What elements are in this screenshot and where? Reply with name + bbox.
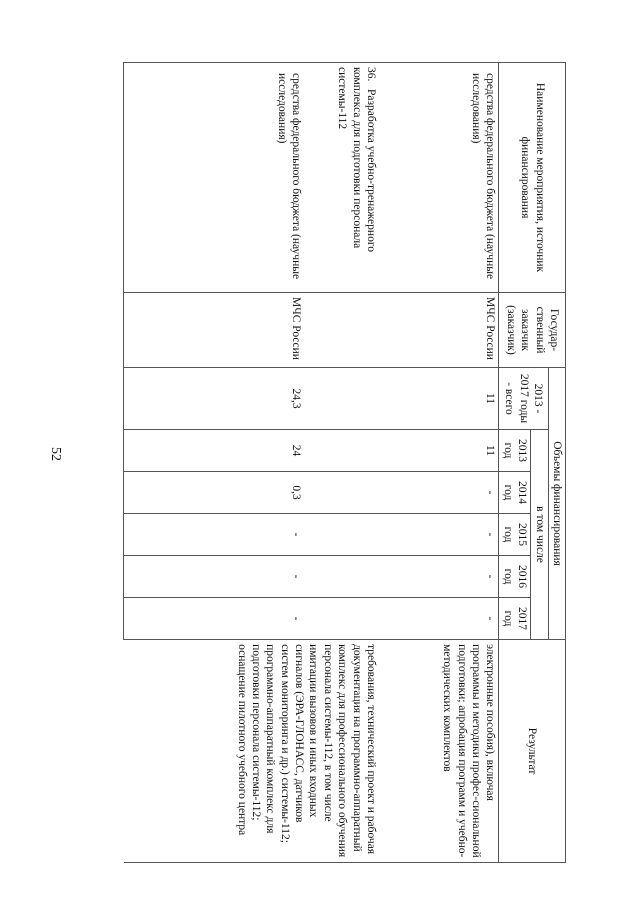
row-2015: - [379, 514, 499, 556]
row-result: требования, технический проект и рабочая документация на программно-аппаратный комплекс для профессионального обучения персонала системы-112, в том числе имитации вызовов и иных входных сигналов (ЭРА-ГЛОНАСС, датчиков систем мониторинга и др.) системы-112; программно-аппаратный комплекс для подготовки персонала системы-112; оснащение пилотного учебного центра [124, 640, 379, 863]
row-total: 24,3 [124, 368, 304, 430]
row-2013: 24 [124, 430, 304, 472]
row-2013 [304, 430, 379, 472]
header-total: 2013 - 2017 годы - всего [499, 368, 548, 430]
row-2014: 0,3 [124, 472, 304, 514]
row-2014: - [379, 472, 499, 514]
header-year-2014: 2014 год [499, 472, 531, 514]
header-year-2015: 2015 год [499, 514, 531, 556]
table-row [379, 63, 499, 863]
funding-table [124, 62, 567, 863]
row-total: 11 [379, 368, 499, 430]
header-name: Наименование мероприятия, источник финансирования [499, 63, 566, 293]
row-2015: - [124, 514, 304, 556]
row-2016: - [124, 556, 304, 598]
row-name: средства федерального бюджета (научные исследования) [124, 63, 304, 293]
row-2017: - [379, 598, 499, 640]
header-including: в том числе [531, 430, 548, 640]
row-name: средства федерального бюджета (научные исследования) [379, 63, 499, 293]
table-row [304, 63, 379, 863]
row-2015 [304, 514, 379, 556]
row-2013: 11 [379, 430, 499, 472]
row-2016 [304, 556, 379, 598]
footer-filename [0, 803, 2, 849]
header-year-2016: 2016 год [499, 556, 531, 598]
row-2017: - [124, 598, 304, 640]
row-2016: - [379, 556, 499, 598]
rotated-table-container [61, 62, 566, 862]
row-customer: МЧС России [379, 293, 499, 368]
header-result: Результат [499, 640, 566, 863]
row-result: электронные пособия), включая программы и методики профес-сиональной подготовки; апробация программ и учебно-методических комплектов [379, 640, 499, 863]
row-total [304, 368, 379, 430]
header-year-2013: 2013 год [499, 430, 531, 472]
row-number: 36. [365, 67, 377, 82]
header-funding: Объемы финансирования [548, 368, 565, 640]
page-number: 52 [48, 447, 63, 461]
row-customer [304, 293, 379, 368]
header-year-2017: 2017 год [499, 598, 531, 640]
row-2017 [304, 598, 379, 640]
row-customer: МЧС России [124, 293, 304, 368]
row-name: 36.Разработка учебно-тренажерного комплекса для подготовки персонала системы-112 [304, 63, 379, 293]
header-customer: Государ-ственный заказчик (заказчик) [499, 293, 566, 368]
row-2014 [304, 472, 379, 514]
